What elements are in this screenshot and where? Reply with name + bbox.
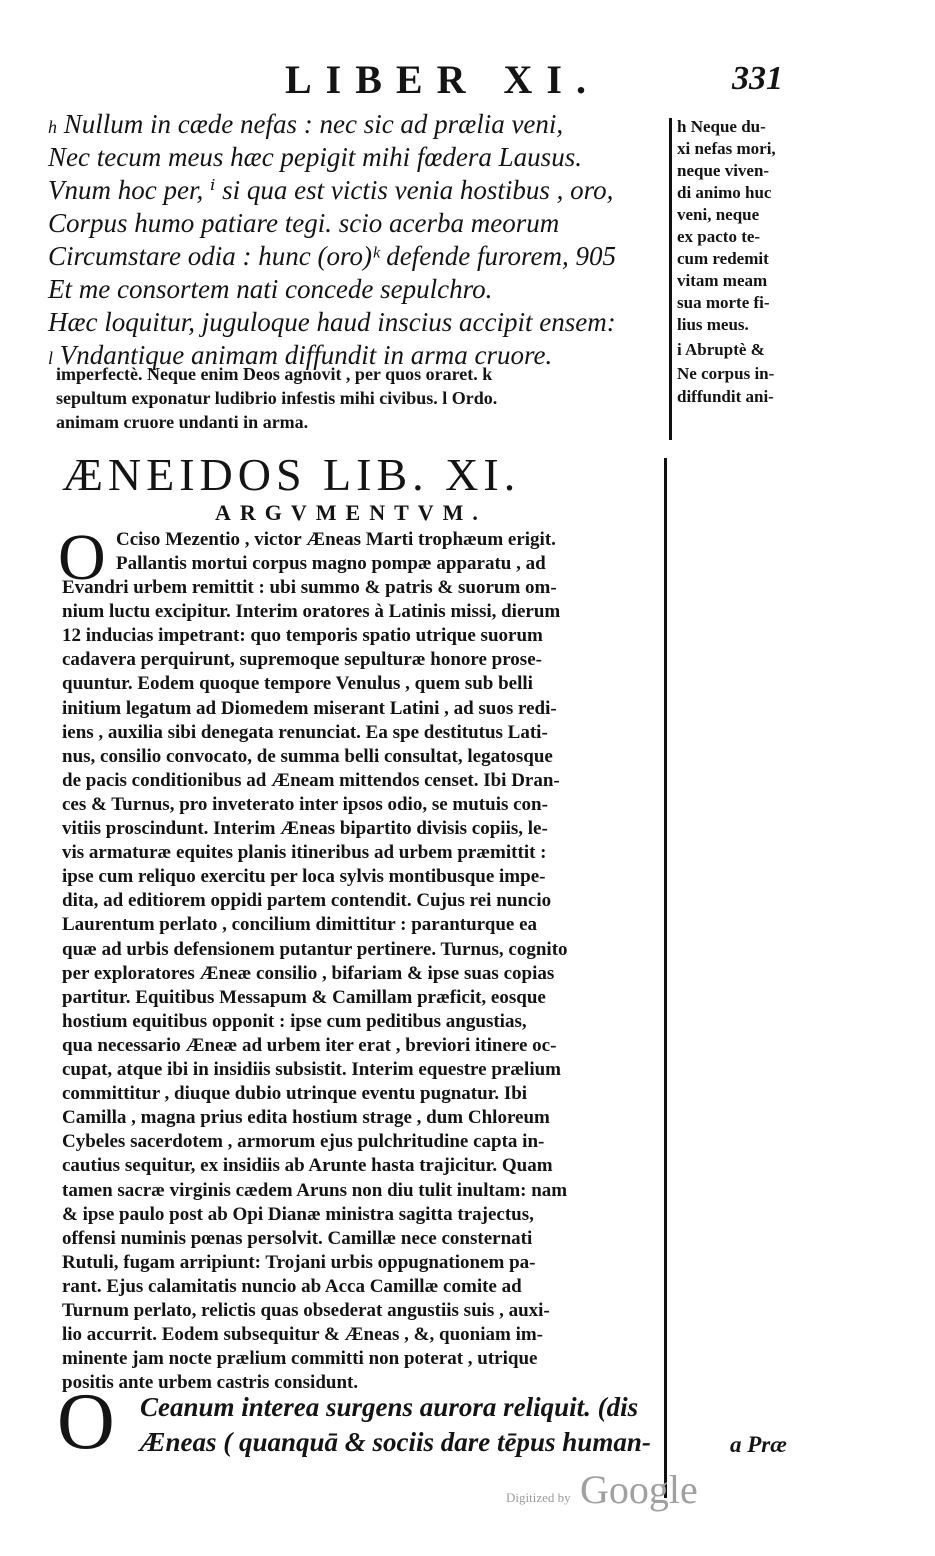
side-note-line: vitam meam xyxy=(677,271,768,290)
argument-line: offensi numinis pœnas persolvit. Camillæ nece consternati xyxy=(62,1228,533,1249)
book-title: ÆNEIDOS LIB. XI. xyxy=(62,449,521,500)
argument-line: tamen sacræ virginis cædem Aruns non diu tulit inultam: nam xyxy=(62,1180,568,1201)
verse-line: Nec tecum meus hæc pepigit mihi fœdera Lausus. xyxy=(48,142,582,172)
watermark-logo: Google xyxy=(580,1467,698,1512)
argument-line: dita, ad editiorem oppidi partem contendit. Cujus rei nuncio xyxy=(62,890,552,911)
argument-line: ipse cum reliquo exercitu per loca sylvis montibusque impe- xyxy=(62,866,546,887)
argument-dropcap: O xyxy=(58,521,106,594)
argument-line: 12 inducias impetrant: quo temporis spatio utrique suorum xyxy=(62,625,543,646)
verse-line: Vnum hoc per, ⁱ si qua est victis venia hostibus , oro, xyxy=(48,175,614,205)
side-note-line: h Neque du- xyxy=(677,117,766,136)
side-note-line: ex pacto te- xyxy=(677,227,761,246)
argument-line: lio accurrit. Eodem subsequitur & Æneas , &, quoniam im- xyxy=(62,1324,544,1345)
argument-line: qua necessario Æneæ ad urbem iter erat , breviori itinere oc- xyxy=(62,1035,557,1056)
catchword: a Præ xyxy=(730,1432,787,1457)
side-note-line: neque viven- xyxy=(677,161,770,180)
argument-line: initium legatum ad Diomedem miserant Latini , ad suos redi- xyxy=(62,698,557,719)
verse-line: l Vndantique animam diffundit in arma cruore. xyxy=(48,340,553,370)
side-note-rule xyxy=(669,118,672,440)
opening-line: Ceanum interea surgens aurora reliquit. (dis xyxy=(140,1392,639,1422)
argument-line: partitur. Equitibus Messapum & Camillam præficit, eosque xyxy=(62,987,546,1008)
argument-line: ces & Turnus, pro inveterato inter ipsos odio, se mutuis con- xyxy=(62,794,548,815)
footnote-line: animam cruore undanti in arma. xyxy=(56,412,309,432)
verse-line: h Nullum in cæde nefas : nec sic ad prælia veni, xyxy=(48,109,564,139)
side-note-line: sua morte fi- xyxy=(677,293,770,312)
argument-title: ARGVMENTVM. xyxy=(215,500,487,525)
argument-line: de pacis conditionibus ad Æneam mittendos censet. Ibi Dran- xyxy=(62,770,560,791)
argument-line: vitiis proscindunt. Interim Æneas bipartito divisis copiis, le- xyxy=(62,818,548,839)
footnote-line: sepultum exponatur ludibrio infestis mihi civibus. l Ordo. xyxy=(56,388,498,408)
verse-line: Hæc loquitur, juguloque haud inscius accipit ensem: xyxy=(48,307,616,337)
argument-line: hostium equitibus opponit : ipse cum peditibus angustias, xyxy=(62,1011,527,1032)
argument-line: committitur , diuque dubio utrinque eventu pugnatur. Ibi xyxy=(62,1083,528,1104)
argument-line: cautius sequitur, ex insidiis ab Arunte hasta trajicitur. Quam xyxy=(62,1155,553,1176)
argument-line: Laurentum perlato , concilium dimittitur : paranturque ea xyxy=(62,914,537,935)
side-note-line: di animo huc xyxy=(677,183,772,202)
argument-line: Rutuli, fugam arripiunt: Trojani urbis oppugnationem pa- xyxy=(62,1252,536,1273)
argument-line: nium luctu excipitur. Interim oratores à Latinis missi, dierum xyxy=(62,601,561,622)
argument-line: Pallantis mortui corpus magno pompæ apparatu , ad xyxy=(116,553,546,574)
side-note-line: xi nefas mori, xyxy=(677,139,776,158)
main-column-rule xyxy=(664,458,667,1498)
argument-line: quuntur. Eodem quoque tempore Venulus , quem sub belli xyxy=(62,673,533,694)
running-head: LIBER XI. xyxy=(285,57,600,102)
side-note-line: Ne corpus in- xyxy=(677,364,775,383)
opening-dropcap: O xyxy=(57,1378,115,1466)
argument-line: rant. Ejus calamitatis nuncio ab Acca Camillæ comite ad xyxy=(62,1276,522,1297)
argument-line: vis armaturæ equites planis itineribus ad urbem præmittit : xyxy=(62,842,547,863)
argument-line: iens , auxilia sibi denegata renunciat. Ea spe destitutus Lati- xyxy=(62,722,548,743)
argument-line: Evandri urbem remittit : ubi summo & patris & suorum om- xyxy=(62,577,557,598)
argument-line: nus, consilio convocato, de summa belli consultat, legatosque xyxy=(62,746,553,767)
argument-line: per exploratores Æneæ consilio , bifariam & ipse suas copias xyxy=(62,963,555,984)
argument-line: Cybeles sacerdotem , armorum ejus pulchritudine capta in- xyxy=(62,1131,545,1152)
side-note-line: lius meus. xyxy=(677,315,749,334)
argument-line: Turnum perlato, relictis quas obsederat angustiis suis , auxi- xyxy=(62,1300,550,1321)
page-number: 331 xyxy=(732,60,783,97)
argument-line: minente jam nocte prælium committi non poterat , utrique xyxy=(62,1348,538,1369)
argument-line: Cciso Mezentio , victor Æneas Marti trophæum erigit. xyxy=(116,529,556,550)
side-note-line: veni, neque xyxy=(677,205,760,224)
argument-line: positis ante urbem castris considunt. xyxy=(62,1372,359,1393)
side-note-line: cum redemit xyxy=(677,249,769,268)
side-note-line: diffundit ani- xyxy=(677,387,774,406)
side-note-line: i Abruptè & xyxy=(677,340,765,359)
verse-line: Corpus humo patiare tegi. scio acerba meorum xyxy=(48,208,560,238)
footnote-line: imperfectè. Neque enim Deos agnovit , per quos oraret. k xyxy=(56,364,493,384)
argument-line: cupat, atque ibi in insidiis subsistit. Interim equestre prælium xyxy=(62,1059,562,1080)
watermark-digitized: Digitized by xyxy=(506,1490,571,1505)
opening-line: Æneas ( quanquā & sociis dare tēpus human- xyxy=(140,1427,651,1457)
argument-line: Camilla , magna prius edita hostium strage , dum Chloreum xyxy=(62,1107,550,1128)
argument-line: cadavera perquirunt, supremoque sepulturæ honore prose- xyxy=(62,649,542,670)
argument-line: & ipse paulo post ab Opi Dianæ ministra sagitta trajectus, xyxy=(62,1204,534,1225)
argument-line: quæ ad urbis defensionem putantur pertinere. Turnus, cognito xyxy=(62,939,568,960)
verse-line: Circumstare odia : hunc (oro)ᵏ defende furorem, 905 xyxy=(48,241,617,271)
verse-line: Et me consortem nati concede sepulchro. xyxy=(48,274,493,304)
